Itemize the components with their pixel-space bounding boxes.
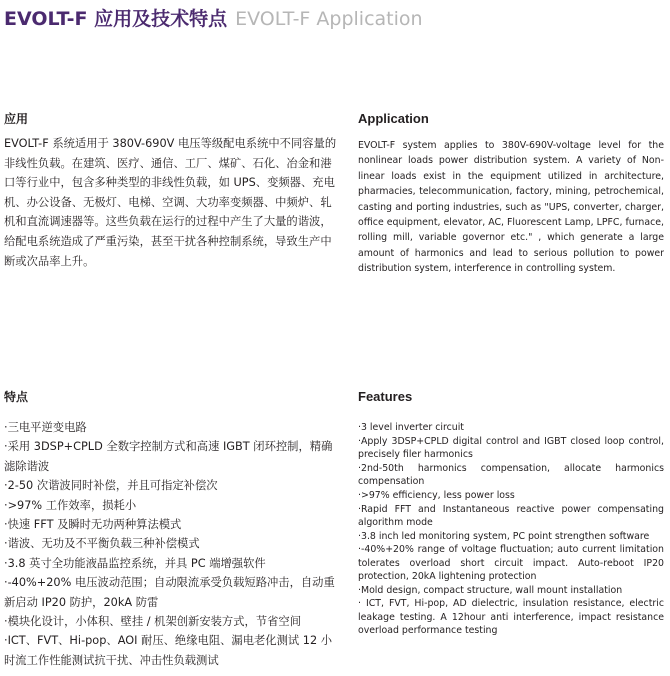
feature-item-en: ·3.8 inch led monitoring system, PC point strengthen software bbox=[358, 530, 650, 542]
feature-item-cn: ·ICT、FVT、Hi-pop、AOI 耐压、绝缘电阻、漏电老化测试 12 小时流工作性能测试抗干扰、冲击性负载测试 bbox=[4, 634, 333, 667]
feature-item-en: ·2nd-50th harmonics compensation, allocate harmonics compensation bbox=[358, 462, 664, 487]
feature-item-en: ·-40%+20% range of voltage fluctuation; auto current limitation tolerates overload short circuit impact. Auto-reboot IP20 protection, 20kA lightening protection bbox=[358, 544, 664, 582]
features-list-en bbox=[358, 421, 664, 638]
page-title-en: EVOLT-F Application bbox=[235, 8, 423, 30]
application-heading-cn: 应用 bbox=[4, 112, 29, 126]
feature-item-cn: ·-40%+20% 电压波动范围；自动限流承受负载短路冲击，自动重新启动 IP20 防护，20kA 防雷 bbox=[4, 576, 335, 609]
feature-item-cn: ·快速 FFT 及瞬时无功两种算法模式 bbox=[4, 518, 182, 532]
feature-item-cn: ·3.8 英寸全功能液晶监控系统，并具 PC 端增强软件 bbox=[4, 556, 266, 570]
feature-item-cn: ·模块化设计，小体积、壁挂 / 机架创新安装方式，节省空间 bbox=[4, 615, 302, 629]
features-heading-cn: 特点 bbox=[4, 390, 29, 404]
feature-item-en: ·3 level inverter circuit bbox=[358, 422, 464, 433]
page-title bbox=[4, 4, 423, 31]
features-heading-en: Features bbox=[358, 389, 413, 404]
feature-item-en: ·Rapid FFT and Instantaneous reactive power compensating algorithm mode bbox=[358, 503, 664, 528]
feature-item-en: ·Mold design, compact structure, wall mount installation bbox=[358, 584, 623, 596]
feature-item-en: ·Apply 3DSP+CPLD digital control and IGBT closed loop control, precisely filer harmonics bbox=[358, 435, 664, 460]
application-text-en: EVOLT-F system applies to 380V-690V-voltage level for the nonlinear loads power distribution system. A variety of Non-linear loads exist in the equipment utilized in architecture, pharmacies, telecommunication, factory, mining, petrochemical, casting and porting industries, such as "UPS, converter, charger, office equipment, elevator, AC, Fluorescent Lamp, LPFC, furnace, rolling mill, variable governor etc." , which generate a large amount of harmonics and lead to serious pollution to power distribution system, interference in controlling system. bbox=[358, 140, 664, 275]
application-heading-en: Application bbox=[358, 111, 429, 126]
feature-item-cn: ·2-50 次谐波同时补偿，并且可指定补偿次 bbox=[4, 479, 218, 493]
feature-item-en: · ICT, FVT, Hi-pop, AD dielectric, insulation resistance, electric leakage testing. A 12hour anti interference, impact resistance overload performance testing bbox=[358, 598, 664, 636]
feature-item-en: ·>97% efficiency, less power loss bbox=[358, 489, 515, 501]
feature-item-cn: ·三电平逆变电路 bbox=[4, 421, 87, 434]
application-text-cn: EVOLT-F 系统适用于 380V-690V 电压等级配电系统中不同容量的非线性负载。在建筑、医疗、通信、工厂、煤矿、石化、冶金和港口等行业中，包含多种类型的非线性负载，如 UPS、变频器、充电机、办公设备、无极灯、电梯、空调、大功率变频器、中频炉、轧机和直流调速器等。这些负载在运行的过程中产生了大量的谐波，给配电系统造成了严重污染，甚至干扰各种控制系统，导致生产中断或次品率上升。 bbox=[4, 137, 337, 268]
feature-item-cn: ·>97% 工作效率，损耗小 bbox=[4, 498, 137, 512]
features-list-cn bbox=[4, 418, 341, 670]
page-title-cn: EVOLT-F 应用及技术特点 bbox=[4, 8, 228, 30]
feature-item-cn: ·采用 3DSP+CPLD 全数字控制方式和高速 IGBT 闭环控制，精确滤除谐波 bbox=[4, 440, 333, 473]
feature-item-cn: ·谐波、无功及不平衡负载三种补偿模式 bbox=[4, 537, 200, 551]
